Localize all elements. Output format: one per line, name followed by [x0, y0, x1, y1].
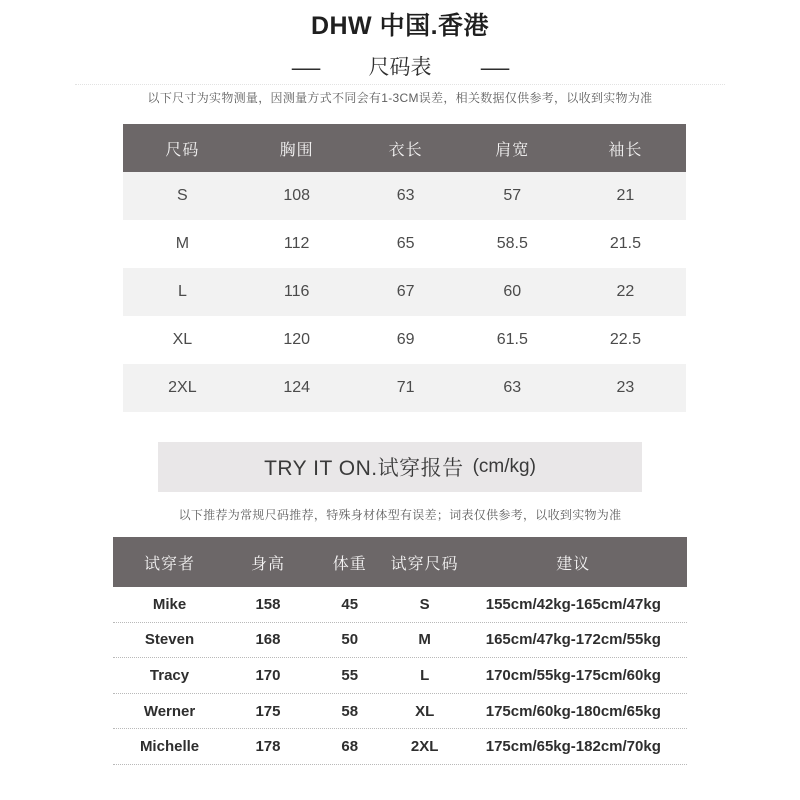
table-cell: 60: [503, 283, 522, 300]
table-cell: L: [420, 666, 430, 684]
table-cell: 69: [396, 331, 415, 348]
table-cell: 58: [341, 702, 359, 720]
column-header: 尺码: [165, 141, 200, 159]
table-cell: 63: [503, 379, 522, 396]
table-cell: 22.5: [609, 331, 641, 348]
column-header: 衣长: [388, 141, 423, 159]
table-row: [113, 587, 687, 623]
table-row: [113, 623, 687, 659]
table-cell: L: [177, 283, 187, 300]
column-header: 肩宽: [495, 141, 530, 159]
table-cell: Tracy: [149, 666, 190, 684]
subtitle-text: 尺码表: [368, 56, 432, 79]
table-cell: 57: [503, 187, 522, 204]
subtitle-dash-left: —: [291, 55, 320, 80]
table-cell: 23: [616, 379, 635, 396]
table-cell: M: [175, 235, 190, 252]
table-cell: 45: [341, 595, 359, 613]
table-cell: 116: [283, 283, 310, 300]
table-row: [123, 364, 686, 412]
table-cell: 124: [283, 379, 311, 396]
table-cell: 71: [396, 379, 415, 396]
table-cell: XL: [172, 331, 193, 348]
table-cell: S: [419, 595, 430, 613]
table-row: [113, 729, 687, 765]
table-cell: Werner: [143, 702, 196, 720]
table-cell: M: [418, 631, 431, 649]
table-cell: 61.5: [496, 331, 528, 348]
table-cell: 67: [396, 283, 415, 300]
table-cell: 2XL: [410, 738, 439, 756]
table-cell: 21: [616, 187, 635, 204]
table-row: [123, 172, 686, 220]
table-cell: 165cm/47kg-172cm/55kg: [485, 631, 661, 649]
table-cell: Mike: [152, 595, 187, 613]
banner-unit: (cm/kg): [472, 456, 536, 477]
size-chart-table: [123, 124, 686, 412]
table-header-row: [113, 537, 687, 587]
section-divider: [75, 84, 725, 85]
table-cell: 170cm/55kg-175cm/60kg: [485, 666, 661, 684]
table-cell: 50: [341, 631, 359, 649]
table-row: [113, 658, 687, 694]
banner-title: TRY IT ON.试穿报告: [264, 457, 464, 480]
column-header: 体重: [332, 555, 367, 573]
column-header: 试穿者: [144, 555, 196, 573]
table-cell: Michelle: [139, 738, 200, 756]
column-header: 袖长: [608, 141, 643, 159]
table-cell: 65: [396, 235, 415, 252]
table-cell: 178: [255, 738, 281, 756]
table-row: [123, 220, 686, 268]
table-cell: 55: [341, 666, 359, 684]
table-row: [123, 316, 686, 364]
column-header: 建议: [556, 555, 591, 573]
try-on-banner: [158, 442, 642, 492]
table-cell: S: [177, 187, 188, 204]
table-cell: 2XL: [168, 379, 197, 396]
subtitle-dash-right: —: [480, 55, 509, 80]
table-cell: 175cm/65kg-182cm/70kg: [485, 738, 661, 756]
table-cell: 120: [283, 331, 311, 348]
table-cell: Steven: [144, 631, 195, 649]
column-header: 试穿尺码: [390, 555, 459, 573]
page-subtitle: [0, 55, 800, 81]
table-header-row: [123, 124, 686, 172]
column-header: 身高: [250, 555, 285, 573]
table-cell: 175: [255, 702, 281, 720]
table-cell: 21.5: [609, 235, 641, 252]
table-cell: 175cm/60kg-180cm/65kg: [485, 702, 661, 720]
table-row: [123, 268, 686, 316]
table-cell: 63: [396, 187, 415, 204]
table-cell: 108: [283, 187, 311, 204]
try-on-table: [113, 537, 687, 765]
table-cell: 168: [255, 631, 281, 649]
size-disclaimer: 以下尺寸为实物测量，因测量方式不同会有1-3CM误差，相关数据仅供参考，以收到实物为准: [147, 91, 653, 105]
table-cell: 22: [616, 283, 635, 300]
table-cell: 170: [255, 666, 281, 684]
table-cell: 68: [341, 738, 359, 756]
table-cell: 158: [255, 595, 281, 613]
column-header: 胸围: [279, 141, 314, 159]
table-row: [113, 694, 687, 730]
table-cell: 155cm/42kg-165cm/47kg: [485, 595, 661, 613]
table-cell: 58.5: [496, 235, 528, 252]
try-on-disclaimer: 以下推荐为常规尺码推荐，特殊身材体型有误差；词表仅供参考，以收到实物为准: [178, 508, 622, 522]
table-cell: 112: [283, 235, 310, 252]
page-title: DHW 中国.香港: [310, 12, 490, 40]
table-cell: XL: [415, 702, 435, 720]
